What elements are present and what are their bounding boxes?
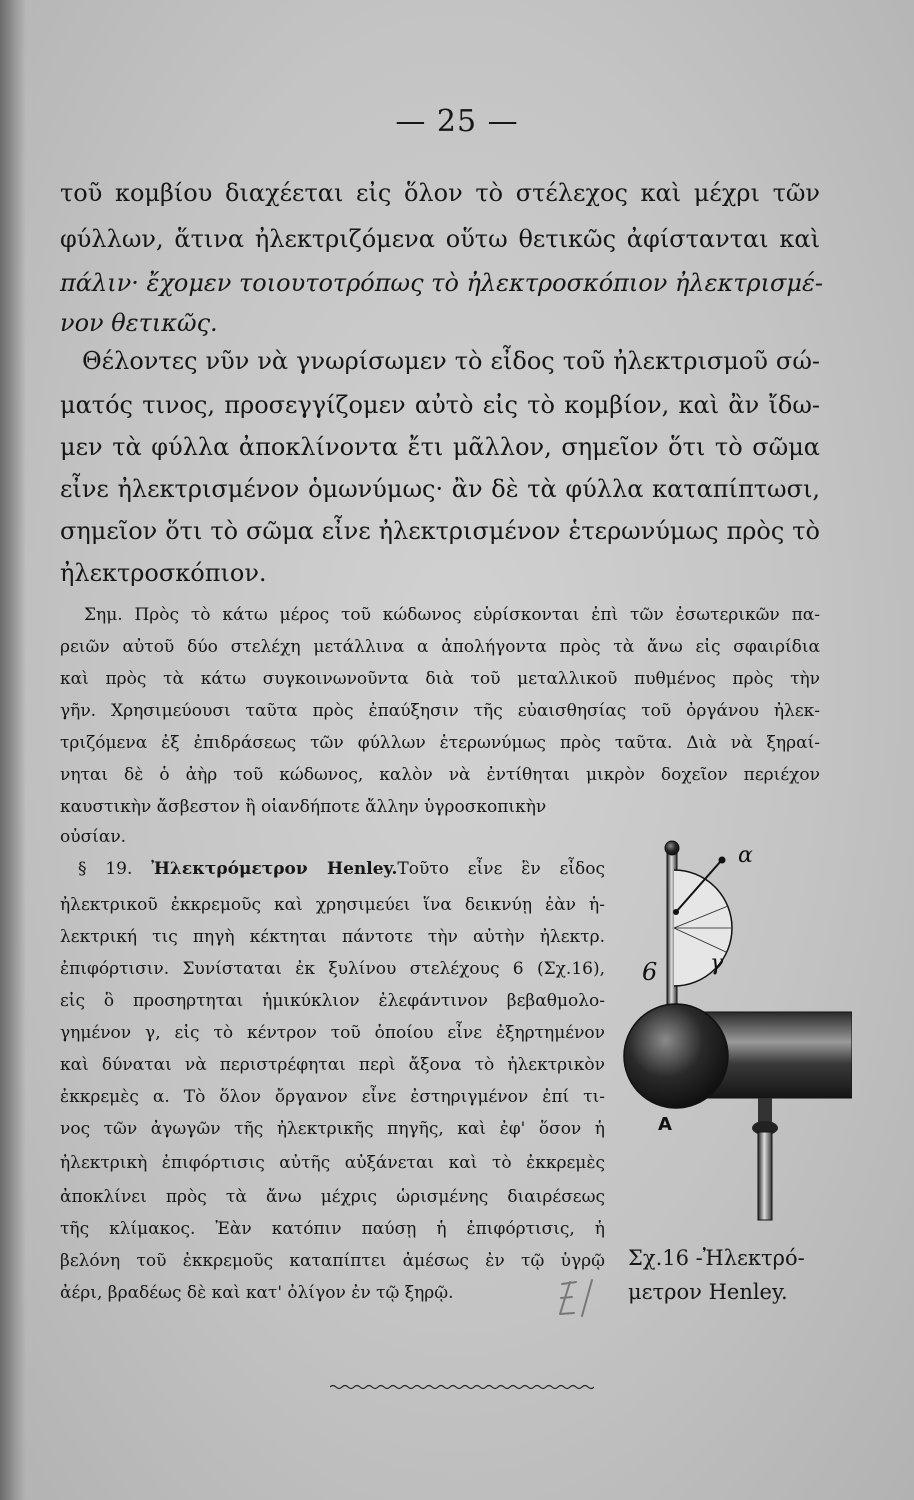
body-line: εἶνε ἠλεκτρισμένον ὁμωνύμως· ἂν δὲ τὰ φύλλα καταπίπτωσι, (60, 475, 820, 503)
section-line: καὶ δύναται νὰ περιστρέφηται περὶ ἄξονα τὸ ἠλεκτρικὸν (60, 1055, 605, 1075)
body-line: τοῦ κομβίου διαχέεται εἰς ὅλον τὸ στέλεχος καὶ μέχρι τῶν (60, 179, 820, 207)
figure-caption-line: μετρον Henley. (628, 1280, 788, 1304)
section-line: τῆς κλίμακος. Ἐὰν κατόπιν παύσῃ ἡ ἐπιφόρτισις, ἡ (60, 1219, 605, 1239)
note-line: οὐσίαν. (60, 827, 127, 847)
body-line: ἠλεκτροσκόπιον. (60, 559, 267, 587)
section-first-line: Τοῦτο εἶνε ἓν εἶδος (397, 859, 605, 879)
section-title: Ἠλεκτρόμετρον Henley. (151, 859, 398, 879)
page-number: — 25 — (395, 104, 519, 139)
note-line: τριζόμενα ἐξ ἐπιδράσεως τῶν φύλλων ἑτερωνύμως πρὸς ταῦτα. Διὰ νὰ ξηραί- (60, 733, 820, 753)
figure-label-b: 6 (642, 958, 658, 986)
body-line: Θέλοντες νῦν νὰ γνωρίσωμεν τὸ εἶδος τοῦ ἠλεκτρισμοῦ σώ- (82, 347, 820, 375)
section-line: ἠλεκτρικοῦ ἐκκρεμοῦς καὶ χρησιμεύει ἵνα δεικνύῃ ἐὰν ἡ- (60, 895, 605, 915)
decorative-rule (330, 1384, 594, 1390)
section-line: ἐκκρεμὲς α. Τὸ ὅλον ὄργανον εἶνε ἐστηριγμένον ἐπί τι- (60, 1087, 605, 1107)
section-line: βελόνη τοῦ ἐκκρεμοῦς καταπίπτει ἀμέσως ἐν τῷ ὑγρῷ (60, 1251, 605, 1271)
section-line: εἰς ὃ προσηρτηται ἡμικύκλιον ἐλεφάντινον βεβαθμολο- (60, 991, 605, 1011)
note-line: καυστικὴν ἄσβεστον ἢ οἱανδήποτε ἄλλην ὑγροσκοπικὴν (60, 797, 547, 817)
note-line: καὶ πρὸς τὰ κάτω συγκοινωνοῦντα διὰ τοῦ μεταλλικοῦ πυθμένος πρὸς τὴν (60, 669, 820, 689)
body-line: ματός τινος, προσεγγίζομεν αὐτὸ εἰς τὸ κομβίον, καὶ ἂν ἴδω- (60, 391, 820, 419)
section-line: ἀποκλίνει πρὸς τὰ ἄνω μέχρις ὡρισμένης διαιρέσεως (60, 1187, 605, 1207)
section-heading-line (78, 858, 605, 880)
figure-label-A: A (658, 1114, 672, 1135)
note-line: Σημ. Πρὸς τὸ κάτω μέρος τοῦ κώδωνος εὑρίσκονται ἐπὶ τῶν ἐσωτερικῶν πα- (84, 605, 820, 625)
body-line: φύλλων, ἅτινα ἠλεκτριζόμενα οὕτω θετικῶς ἀφίστανται καὶ (60, 225, 820, 253)
section-line: λεκτρική τις πηγὴ κέκτηται πάντοτε τὴν αὐτὴν ἠλεκτρ. (60, 927, 605, 947)
body-line: μεν τὰ φύλλα ἀποκλίνοντα ἔτι μᾶλλον, σημεῖον ὅτι τὸ σῶμα (60, 433, 820, 461)
section-line: ἐπιφόρτισιν. Συνίσταται ἐκ ξυλίνου στελέχους 6 (Σχ.16), (60, 959, 605, 979)
handwritten-pencil-mark (548, 1276, 608, 1320)
figure-label-c: γ (710, 951, 724, 976)
section-line: νος τῶν ἀγωγῶν τῆς ἠλεκτρικῆς πηγῆς, καὶ ἐφ' ὅσον ἡ (60, 1119, 605, 1139)
figure-caption-line: Σχ.16 -Ἠλεκτρό- (628, 1246, 805, 1270)
note-line: νηται δὲ ὁ ἀὴρ τοῦ κώδωνος, καλὸν νὰ ἐντίθηται μικρὸν δοχεῖον περιέχον (60, 765, 820, 785)
body-line: σημεῖον ὅτι τὸ σῶμα εἶνε ἠλεκτρισμένον ἑτερωνύμως πρὸς τὸ (60, 517, 820, 545)
section-line: ἀέρι, βραδέως δὲ καὶ κατ' ὀλίγον ἐν τῷ ξηρῷ. (60, 1283, 454, 1303)
section-line: ἠλεκτρικὴ ἐπιφόρτισις αὐτῆς αὐξάνεται καὶ τὸ ἐκκρεμὲς (60, 1153, 605, 1173)
henley-electrometer-figure (612, 830, 852, 1230)
section-number: § 19. (78, 859, 133, 879)
body-line: νον θετικῶς. (60, 309, 218, 337)
note-line: γῆν. Χρησιμεύουσι ταῦτα πρὸς ἐπαύξησιν τῆς εὐαισθησίας τοῦ ὀργάνου ἠλεκ- (60, 701, 820, 721)
section-line: γημένον γ, εἰς τὸ κέντρον τοῦ ὁποίου εἶνε ἐξηρτημένον (60, 1023, 605, 1043)
note-line: ρειῶν αὐτοῦ δύο στελέχη μετάλλινα α ἀπολήγοντα πρὸς τὰ ἄνω εἰς σφαιρίδια (60, 637, 820, 657)
figure-label-a: α (738, 843, 753, 868)
page-gutter-shadow (0, 0, 26, 1500)
body-line: πάλιν· ἔχομεν τοιουτοτρόπως τὸ ἠλεκτροσκόπιον ἠλεκτρισμέ- (60, 269, 823, 297)
